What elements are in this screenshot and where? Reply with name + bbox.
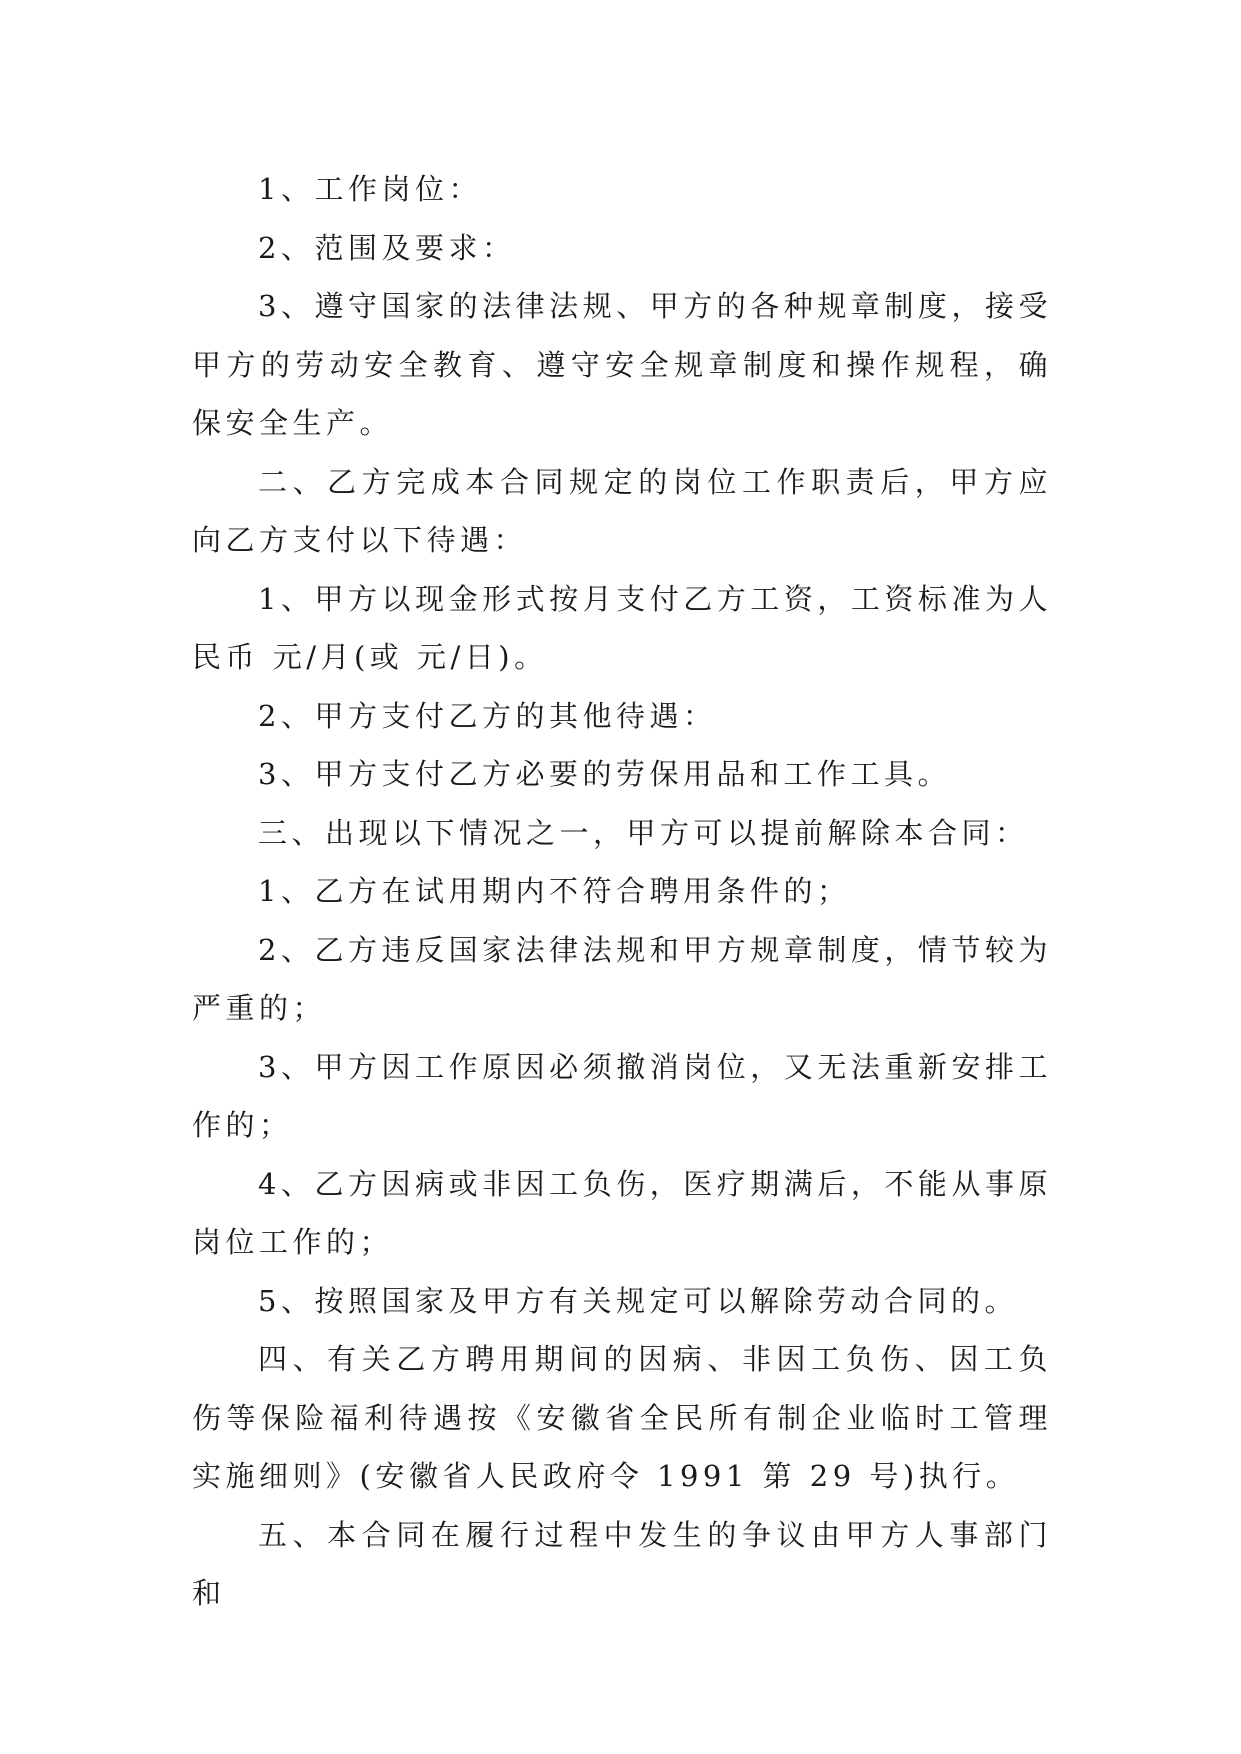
paragraph-job-position: 1、工作岗位： bbox=[258, 172, 482, 206]
paragraph-probation: 1、乙方在试用期内不符合聘用条件的； bbox=[258, 874, 851, 908]
paragraph-regulations: 5、按照国家及甲方有关规定可以解除劳动合同的。 bbox=[258, 1283, 1018, 1318]
paragraph-salary: 1、甲方以现金形式按月支付乙方工资，工资标准为人民币 元/月(或 元/日)。 bbox=[192, 581, 1052, 674]
paragraph-section-five: 五、本合同在履行过程中发生的争议由甲方人事部门和 bbox=[192, 1517, 1052, 1610]
paragraph-compliance: 3、遵守国家的法律法规、甲方的各种规章制度，接受甲方的劳动安全教育、遵守安全规章制度和操作规程，确保安全生产。 bbox=[192, 289, 1052, 440]
document-body bbox=[192, 160, 1052, 1623]
paragraph-violation: 2、乙方违反国家法律法规和甲方规章制度，情节较为严重的； bbox=[192, 932, 1052, 1025]
paragraph-scope-requirements: 2、范围及要求： bbox=[258, 230, 516, 265]
paragraph-other-benefits: 2、甲方支付乙方的其他待遇： bbox=[258, 698, 717, 733]
paragraph-section-two: 二、乙方完成本合同规定的岗位工作职责后，甲方应向乙方支付以下待遇： bbox=[192, 464, 1052, 557]
paragraph-illness: 4、乙方因病或非因工负伤，医疗期满后，不能从事原岗位工作的； bbox=[192, 1166, 1052, 1259]
paragraph-section-four: 四、有关乙方聘用期间的因病、非因工负伤、因工负伤等保险福利待遇按《安徽省全民所有制企业临时工管理实施细则》(安徽省人民政府令 1991 第 29 号)执行。 bbox=[192, 1342, 1052, 1493]
paragraph-section-three: 三、出现以下情况之一，甲方可以提前解除本合同： bbox=[258, 815, 1029, 850]
paragraph-protective-supplies: 3、甲方支付乙方必要的劳保用品和工作工具。 bbox=[258, 757, 951, 791]
paragraph-position-cancelled: 3、甲方因工作原因必须撤消岗位，又无法重新安排工作的； bbox=[192, 1049, 1052, 1142]
